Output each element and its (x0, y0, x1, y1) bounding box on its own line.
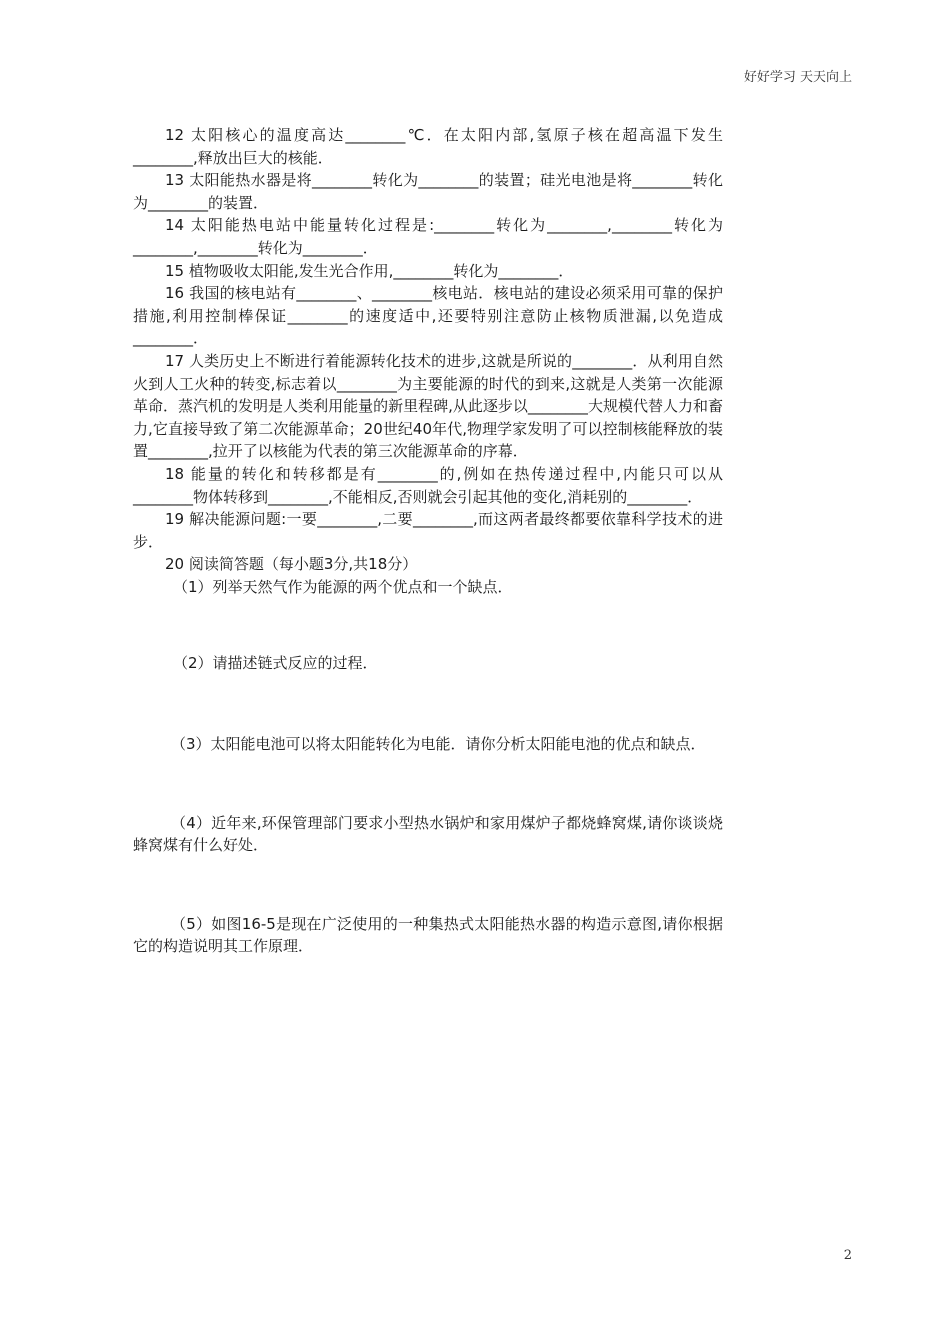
question-16: 16 我国的核电站有________、________核电站．核电站的建设必须采用可靠的保护措施,利用控制棒保证________的速度适中,还要特别注意防止核物质泄漏,以免造成________． (133, 284, 723, 348)
answer-space-4 (133, 857, 723, 913)
question-17: 17 人类历史上不断进行着能源转化技术的进步,这就是所说的________．从利用自然火到人工火种的转变,标志着以________为主要能源的时代的到来,这就是人类第一次能源革命．蒸汽机的发明是人类利用能量的新里程碑,从此逐步以________大规模代替人力和畜力,它直接导致了第二次能源革命；20世纪40年代,物理学家发明了可以控制核能释放的装置________,拉开了以核能为代表的第三次能源革命的序幕． (133, 351, 723, 461)
subquestion-3: （3）太阳能电池可以将太阳能转化为电能．请你分析太阳能电池的优点和缺点． (171, 735, 706, 754)
question-15: 15 植物吸收太阳能,发生光合作用,________转化为________． (165, 261, 574, 280)
subquestion-5: （5）如图16-5是现在广泛使用的一种集热式太阳能热水器的构造示意图,请你根据它的构造说明其工作原理． (133, 914, 723, 956)
question-18: 18 能量的转化和转移都是有________的,例如在热传递过程中,内能只可以从________物体转移到________,不能相反,否则就会引起其他的变化,消耗别的________． (133, 464, 723, 506)
question-20: 20 阅读简答题（每小题3分,共18分） (165, 555, 418, 574)
subquestion-1: （1）列举天然气作为能源的两个优点和一个缺点． (173, 577, 513, 596)
page-header-motto: 好好学习 天天向上 (743, 70, 852, 85)
answer-space-1 (133, 598, 723, 652)
answer-space-2 (133, 675, 723, 733)
answer-space-3 (133, 756, 723, 812)
question-13: 13 太阳能热水器是将________转化为________的装置；硅光电池是将________转化为________的装置． (133, 171, 723, 212)
question-14: 14 太阳能热电站中能量转化过程是:________转化为________,________转化为________,________转化为________． (133, 216, 723, 257)
subquestion-2: （2）请描述链式反应的过程． (173, 654, 378, 673)
document-body (133, 124, 723, 958)
page-number: 2 (843, 1248, 852, 1263)
subquestion-4: （4）近年来,环保管理部门要求小型热水锅炉和家用煤炉子都烧蜂窝煤,请你谈谈烧蜂窝煤有什么好处． (133, 813, 723, 855)
question-19: 19 解决能源问题:一要________,二要________,而这两者最终都要依靠科学技术的进步． (133, 510, 723, 551)
question-12: 12 太阳核心的温度高达________℃．在太阳内部,氢原子核在超高温下发生________,释放出巨大的核能． (133, 126, 723, 167)
